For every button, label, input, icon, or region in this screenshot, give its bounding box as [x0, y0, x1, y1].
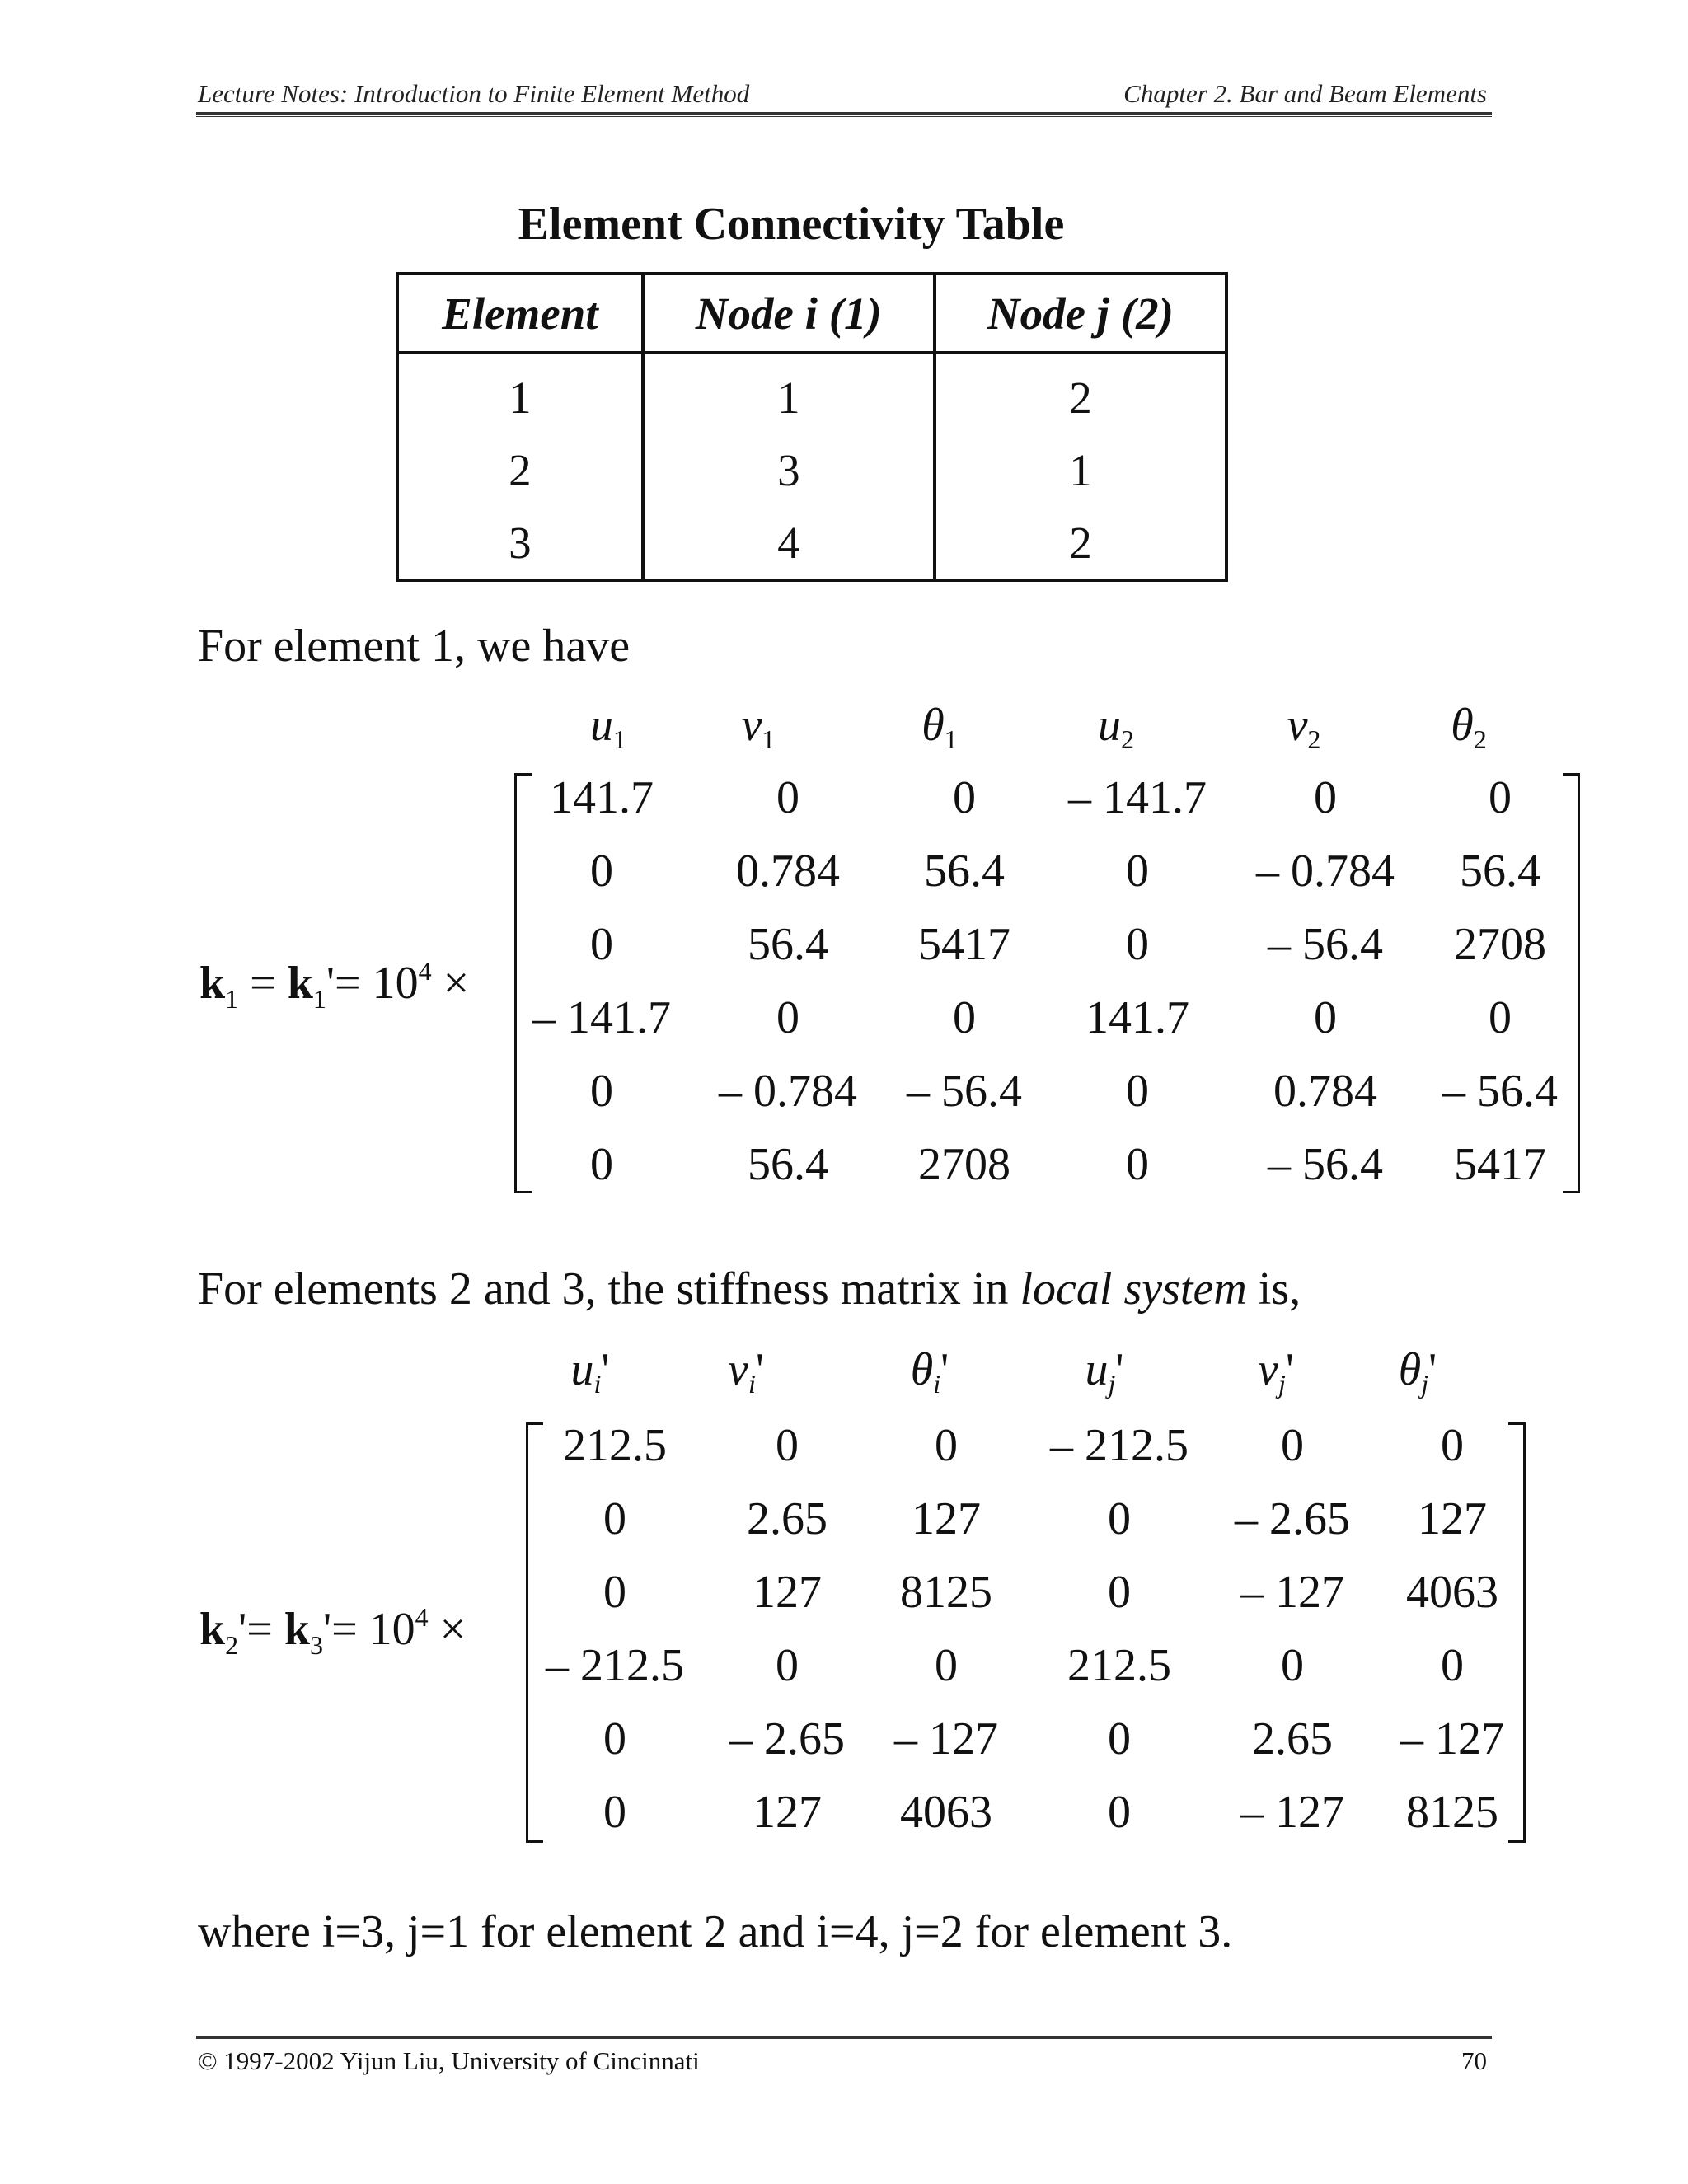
- matrix2-cell: 0: [603, 1493, 626, 1544]
- matrix1-cell: 5417: [1454, 1139, 1546, 1190]
- matrix1-cell: 0: [776, 992, 799, 1043]
- matrix2-cell: 2.65: [1252, 1713, 1333, 1765]
- footer-copyright: © 1997-2002 Yijun Liu, University of Cincinnati: [198, 2046, 700, 2075]
- footer-rule: [196, 2036, 1492, 2039]
- matrix2-col-var: $u_i'$: [570, 1344, 610, 1399]
- matrix1-cell: – 141.7: [532, 992, 671, 1043]
- header-rule: [196, 112, 1492, 115]
- matrix1-col-var: $\theta_2$: [1451, 700, 1487, 754]
- matrix2-cell: 0: [1108, 1787, 1131, 1838]
- paragraph-local-system: For elements 2 and 3, the stiffness matrix in local system is,: [198, 1263, 1301, 1315]
- matrix1-cell: – 141.7: [1068, 772, 1207, 823]
- matrix1-cell: 0: [1126, 1139, 1149, 1190]
- connectivity-table: [396, 272, 1228, 582]
- matrix1-cell: – 56.4: [1268, 919, 1383, 970]
- matrix1-cell: – 56.4: [1268, 1139, 1383, 1190]
- matrix2-col-var: $\theta_i'$: [910, 1344, 950, 1399]
- matrix1-cell: 5417: [918, 919, 1010, 970]
- matrix2-cell: 0: [1108, 1493, 1131, 1544]
- table-header-cell: Node i (1): [643, 274, 935, 353]
- matrix1-cell: – 0.784: [719, 1066, 857, 1117]
- matrix2-cell: 0: [776, 1640, 799, 1691]
- matrix2-cell: 127: [753, 1787, 822, 1838]
- matrix1-cell: – 56.4: [907, 1066, 1022, 1117]
- matrix2-left-bracket: [526, 1422, 543, 1843]
- table-cell: 3: [397, 506, 643, 580]
- matrix2-cell: – 127: [1400, 1713, 1504, 1765]
- matrix1-cell: 0: [1314, 992, 1337, 1043]
- matrix1-cell: 0: [1489, 992, 1512, 1043]
- matrix2-cell: 4063: [1406, 1567, 1498, 1618]
- header-chapter: Chapter 2. Bar and Beam Elements: [1123, 79, 1487, 108]
- matrix2-cell: 8125: [1406, 1787, 1498, 1838]
- matrix1-cell: 0.784: [736, 846, 840, 897]
- matrix2-cell: 212.5: [563, 1420, 667, 1471]
- matrix2-cell: – 127: [1240, 1567, 1344, 1618]
- matrix1-cell: 141.7: [550, 772, 654, 823]
- matrix1-cell: 0: [953, 772, 976, 823]
- paragraph-element-1: For element 1, we have: [198, 621, 631, 672]
- matrix1-cell: 56.4: [924, 846, 1005, 897]
- matrix2-cell: 2.65: [747, 1493, 828, 1544]
- matrix2-cell: 0: [935, 1420, 958, 1471]
- table-title: Element Connectivity Table: [518, 199, 1065, 250]
- matrix2-cell: 127: [753, 1567, 822, 1618]
- matrix1-col-var: $v_1$: [741, 700, 776, 754]
- matrix1-cell: 0: [590, 1066, 613, 1117]
- paragraph-where: where i=3, j=1 for element 2 and i=4, j=2 for element 3.: [198, 1906, 1233, 1957]
- matrix2-cell: 212.5: [1067, 1640, 1171, 1691]
- matrix1-cell: 56.4: [1460, 846, 1540, 897]
- matrix1-cell: 0: [1314, 772, 1337, 823]
- matrix1-cell: – 56.4: [1442, 1066, 1558, 1117]
- matrix1-cell: 0: [953, 992, 976, 1043]
- matrix1-cell: 0: [590, 919, 613, 970]
- matrix2-cell: – 2.65: [729, 1713, 845, 1765]
- matrix1-cell: 0: [776, 772, 799, 823]
- table-header-cell: Element: [397, 274, 643, 353]
- matrix1-cell: 0: [1126, 1066, 1149, 1117]
- table-header-cell: Node j (2): [935, 274, 1226, 353]
- table-row: [397, 434, 1226, 506]
- matrix2-col-var: $v_i'$: [728, 1344, 764, 1399]
- header-title: Lecture Notes: Introduction to Finite Element Method: [198, 79, 750, 108]
- matrix2-cell: – 127: [1240, 1787, 1344, 1838]
- matrix1-cell: 56.4: [748, 919, 828, 970]
- matrix2-col-var: $u_j'$: [1085, 1344, 1124, 1399]
- matrix2-cell: 0: [776, 1420, 799, 1471]
- matrix2-cell: 0: [603, 1787, 626, 1838]
- matrix1-col-var: $\theta_1$: [921, 700, 958, 754]
- matrix2-cell: 0: [1441, 1420, 1464, 1471]
- matrix1-cell: 0: [590, 1139, 613, 1190]
- matrix1-col-var: $u_2$: [1098, 700, 1134, 754]
- table-row: [397, 506, 1226, 580]
- header-rule-thin: [196, 116, 1492, 117]
- page-number: 70: [1461, 2046, 1487, 2075]
- table-cell: 1: [397, 353, 643, 434]
- matrix2-cell: 0: [1281, 1640, 1304, 1691]
- matrix2-lhs: $k_2'= k_3'= 10^4$ ×: [199, 1602, 467, 1660]
- matrix2-cell: 0: [603, 1567, 626, 1618]
- matrix1-cell: 2708: [918, 1139, 1010, 1190]
- matrix2-col-var: $\theta_j'$: [1398, 1344, 1437, 1399]
- matrix1-right-bracket: [1563, 773, 1580, 1193]
- matrix1-cell: – 0.784: [1256, 846, 1395, 897]
- matrix1-lhs: $k_1 = k_1'= 10^4$ ×: [199, 956, 470, 1014]
- matrix1-cell: 56.4: [748, 1139, 828, 1190]
- table-header-row: [397, 274, 1226, 353]
- matrix2-right-bracket: [1508, 1422, 1526, 1843]
- matrix2-cell: 0: [1281, 1420, 1304, 1471]
- matrix2-cell: 4063: [900, 1787, 992, 1838]
- matrix2-cell: 0: [935, 1640, 958, 1691]
- matrix1-cell: 0: [1126, 919, 1149, 970]
- matrix1-left-bracket: [514, 773, 532, 1193]
- matrix1-col-var: $v_2$: [1287, 700, 1321, 754]
- matrix2-cell: 8125: [900, 1567, 992, 1618]
- matrix2-cell: 0: [1108, 1713, 1131, 1765]
- matrix2-cell: – 212.5: [1050, 1420, 1189, 1471]
- matrix2-cell: 127: [1418, 1493, 1487, 1544]
- table-cell: 2: [935, 353, 1226, 434]
- table-cell: 1: [643, 353, 935, 434]
- matrix2-cell: 0: [1108, 1567, 1131, 1618]
- matrix2-cell: 0: [603, 1713, 626, 1765]
- matrix2-col-var: $v_j'$: [1258, 1344, 1294, 1399]
- matrix2-cell: 0: [1441, 1640, 1464, 1691]
- matrix1-col-var: $u_1$: [590, 700, 626, 754]
- matrix1-cell: 0: [590, 846, 613, 897]
- matrix2-cell: – 127: [894, 1713, 998, 1765]
- matrix1-cell: 2708: [1454, 919, 1546, 970]
- table-row: [397, 353, 1226, 434]
- matrix1-cell: 0: [1489, 772, 1512, 823]
- table-cell: 1: [935, 434, 1226, 506]
- matrix1-cell: 0: [1126, 846, 1149, 897]
- matrix1-cell: 141.7: [1085, 992, 1189, 1043]
- matrix2-cell: – 2.65: [1235, 1493, 1350, 1544]
- local-system-emphasis: local system: [1020, 1263, 1247, 1315]
- table-cell: 4: [643, 506, 935, 580]
- table-cell: 2: [397, 434, 643, 506]
- matrix2-cell: 127: [912, 1493, 981, 1544]
- table-cell: 3: [643, 434, 935, 506]
- table-cell: 2: [935, 506, 1226, 580]
- matrix1-cell: 0.784: [1273, 1066, 1377, 1117]
- matrix2-cell: – 212.5: [546, 1640, 684, 1691]
